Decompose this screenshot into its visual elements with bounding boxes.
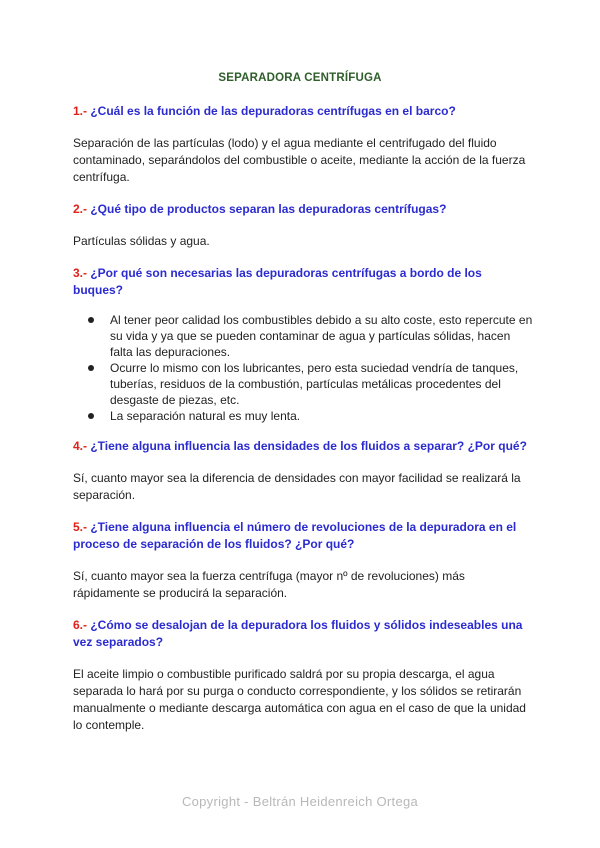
question-3 [73,265,533,299]
question-5-text: ¿Tiene alguna influencia el número de revoluciones de la depuradora en el proceso de separación de los fluidos? ¿Por qué? [73,520,517,551]
document-body [73,103,533,734]
bullet-icon [88,317,94,323]
answer-4: Sí, cuanto mayor sea la diferencia de densidades con mayor facilidad se realizará la separación. [73,471,521,502]
question-2-text: ¿Qué tipo de productos separan las depuradoras centrífugas? [87,202,447,216]
list-item-text: La separación natural es muy lenta. [110,409,301,423]
list-item-text: Al tener peor calidad los combustibles debido a su alto coste, esto repercute en su vida y ya que se pueden contaminar de agua y partículas sólidas, hacen falta las depuraciones. [110,313,533,359]
question-4 [73,438,533,455]
question-3-text: ¿Por qué son necesarias las depuradoras centrífugas a bordo de los buques? [73,266,482,297]
bullet-icon [88,413,94,419]
answer-2: Partículas sólidas y agua. [73,234,210,248]
list-item [73,312,533,360]
answer-5: Sí, cuanto mayor sea la fuerza centrífuga (mayor nº de revoluciones) más rápidamente se producirá la separación. [73,569,465,600]
question-1-text: ¿Cuál es la función de las depuradoras centrífugas en el barco? [87,104,456,118]
question-5-number: 5.- [73,520,88,534]
question-2 [73,201,533,218]
question-3-number: 3.- [73,266,88,280]
question-5 [73,519,533,553]
question-2-number: 2.- [73,202,88,216]
question-6-text: ¿Cómo se desalojan de la depuradora los fluidos y sólidos indeseables una vez separados? [73,618,523,649]
bullet-icon [88,365,94,371]
list-item [73,360,533,408]
question-4-text: ¿Tiene alguna influencia las densidades de los fluidos a separar? ¿Por qué? [87,439,527,453]
question-6-number: 6.- [73,618,88,632]
document-title: SEPARADORA CENTRÍFUGA [218,72,382,84]
copyright-footer: Copyright - Beltrán Heidenreich Ortega [181,794,419,809]
question-1 [73,103,533,120]
list-item-text: Ocurre lo mismo con los lubricantes, pero esta suciedad vendría de tanques, tuberías, residuos de la combustión, partículas metálicas procedentes del desgaste de piezas, etc. [110,361,519,407]
list-item [73,408,533,424]
answer-6: El aceite limpio o combustible purificado saldrá por su propia descarga, el agua separada lo hará por su purga o conducto correspondiente, y los sólidos se retirarán manualmente o mediante descarga automática con agua en el caso de que la unidad lo contemple. [73,667,526,732]
question-1-number: 1.- [73,104,88,118]
question-4-number: 4.- [73,439,88,453]
answer-1: Separación de las partículas (lodo) y el agua mediante el centrifugado del fluido contaminado, separándolos del combustible o aceite, mediante la acción de la fuerza centrífuga. [73,136,526,184]
question-6 [73,617,533,651]
answer-3-list [73,312,533,424]
